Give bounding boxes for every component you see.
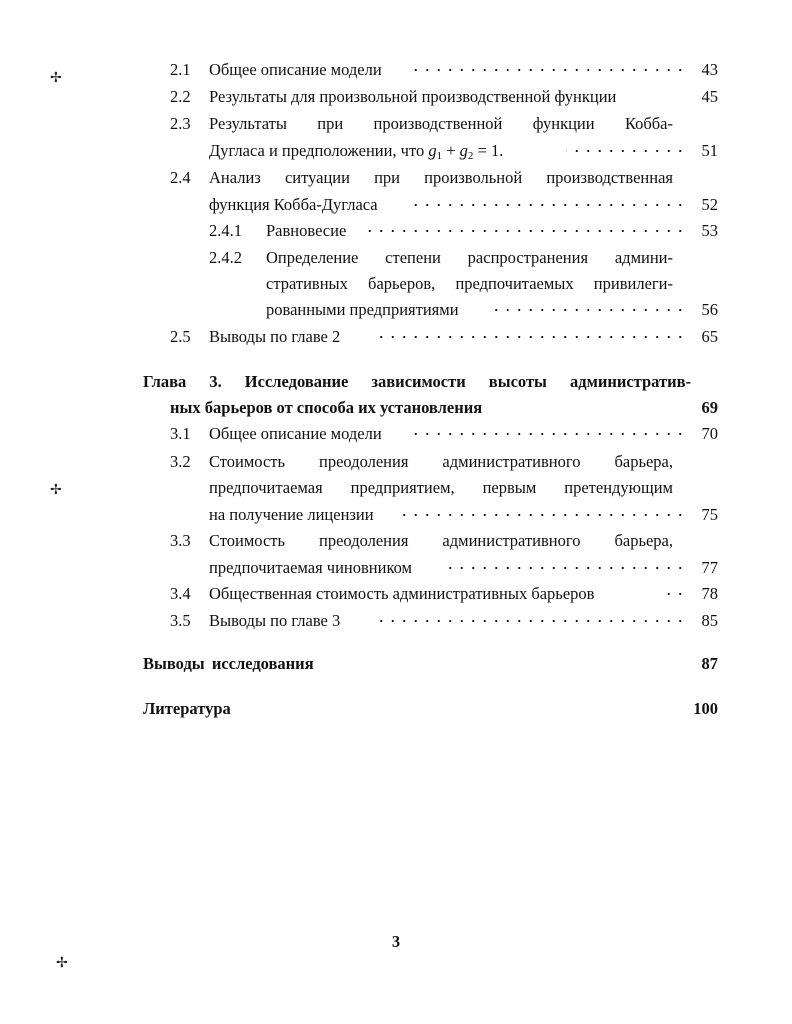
section-title-line-2: предпочитаемая предприятием, первым претендующим [209,478,673,497]
section-number: 2.4 [170,168,191,187]
page-number: 78 [701,584,718,603]
section-title-line-1: Анализ ситуации при произвольной производственная [209,168,673,187]
section-number: 2.4.1 [209,221,242,240]
literature-title: Литература [143,699,231,718]
dot-leader [660,582,688,606]
dot-leader [373,609,688,633]
section-title: Выводы по главе 3 [209,611,341,630]
dot-leader [360,219,688,243]
section-title-line-1: Определение степени распространения админи- [266,248,673,267]
section-title: Общественная стоимость административных барьеров [209,584,595,603]
section-number: 2.3 [170,114,191,133]
section-number: 2.5 [170,327,191,346]
page-number: 70 [701,424,718,443]
section-title-line-1: Стоимость преодоления административного барьера, [209,452,673,471]
page-number: 53 [701,221,718,240]
page-number: 75 [701,505,718,524]
section-title-line-3: на получение лицензии [209,505,374,524]
dot-leader [494,298,688,322]
page-number: 51 [701,141,718,160]
dot-leader [373,325,688,349]
section-title: Общее описание модели [209,424,382,443]
chapter-title-line-2: ных барьеров от способа их установления [170,398,483,417]
section-title-line-1: Стоимость преодоления административного барьера, [209,531,673,550]
page-number: 87 [701,654,718,673]
page-number: 45 [701,87,718,106]
section-number: 3.5 [170,611,191,630]
section-title-line-1: Результаты при производственной функции Кобба- [209,114,673,133]
section-title-line-2: предпочитаемая чиновником [209,558,413,577]
section-number: 3.1 [170,424,191,443]
section-title: Результаты для произвольной производственной функции [209,87,617,106]
page-number: 56 [701,300,718,319]
page-number: 85 [701,611,718,630]
scan-mark-icon: ✢ [56,956,68,971]
section-title-line-3: рованными предприятиями [266,300,459,319]
section-number: 3.3 [170,531,191,550]
section-number: 2.1 [170,60,191,79]
page-footer-number: 3 [391,932,401,951]
page-number: 100 [693,699,718,718]
scan-mark-icon: ✢ [50,483,62,498]
section-title: Равновесие [266,221,347,240]
section-number: 3.2 [170,452,191,471]
dot-leader [566,139,688,163]
dot-leader [440,556,688,580]
dot-leader [398,503,688,527]
section-number: 2.4.2 [209,248,242,267]
page-number: 43 [701,60,718,79]
page-number: 65 [701,327,718,346]
chapter-title-line-1: Глава 3. Исследование зависимости высоты административ- [143,372,691,391]
dot-leader [412,422,688,446]
section-title: Выводы по главе 2 [209,327,341,346]
section-title-line-2: стративных барьеров, предпочитаемых привилеги- [266,274,673,293]
section-number: 3.4 [170,584,191,603]
section-title-line-2: функция Кобба-Дугласа [209,195,378,214]
conclusions-title: Выводы исследования [143,654,314,673]
dot-leader [412,193,688,217]
dot-leader [412,58,688,82]
section-title: Общее описание модели [209,60,382,79]
formula: $g_1 + g_2 = 1$. [428,141,504,162]
page-number: 77 [701,558,718,577]
section-title-line-2: Дугласа и предположении, что $g_1 + g_2 = 1$. [209,141,504,162]
scan-mark-icon: ✢ [50,71,62,86]
section-number: 2.2 [170,87,191,106]
page-number: 69 [701,398,718,417]
page-number: 52 [701,195,718,214]
